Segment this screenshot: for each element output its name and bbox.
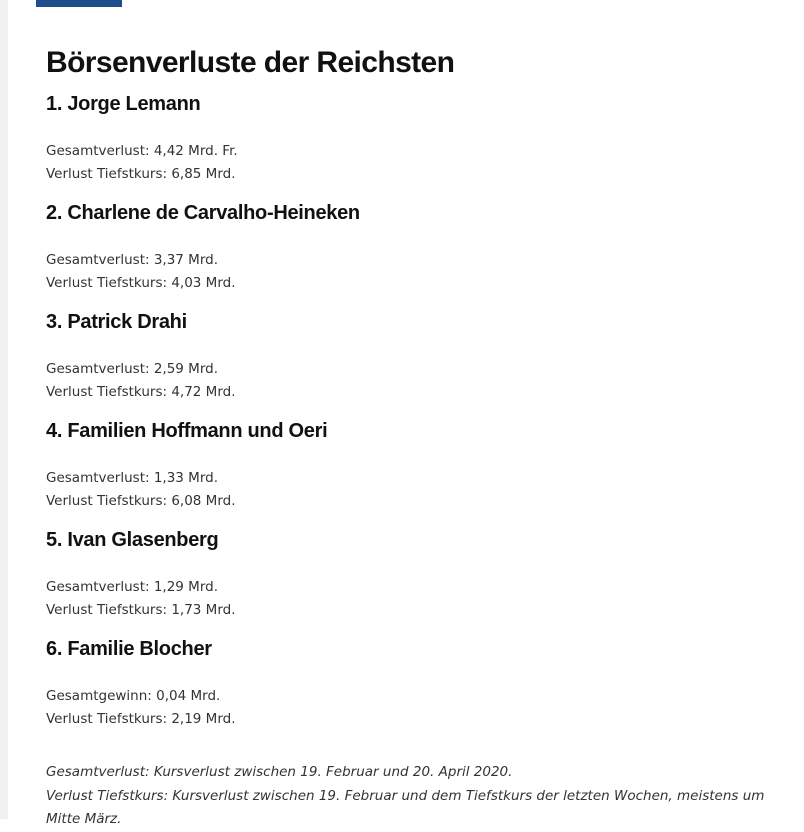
total-loss-text: Gesamtverlust: 1,33 Mrd. [46,470,219,486]
entry-heading: 4. Familien Hoffmann und Oeri [46,420,328,442]
total-loss-text: Gesamtverlust: 1,29 Mrd. [46,579,219,595]
low-point-loss-text: Verlust Tiefstkurs: 6,85 Mrd. [46,166,236,182]
low-point-loss-text: Verlust Tiefstkurs: 6,08 Mrd. [46,493,236,509]
low-point-loss-text: Verlust Tiefstkurs: 1,73 Mrd. [46,602,236,618]
entry-heading: 1. Jorge Lemann [46,93,201,115]
article-content [46,44,798,832]
total-gain-text: Gesamtgewinn: 0,04 Mrd. [46,688,221,704]
ranking-entry-5 [46,526,798,622]
article-title: Börsenverluste der Reichsten [46,46,455,79]
ranking-entry-1 [46,90,798,186]
entry-heading: 2. Charlene de Carvalho-Heineken [46,202,360,224]
footnotes [46,761,798,832]
entry-heading: 5. Ivan Glasenberg [46,529,219,551]
low-point-loss-text: Verlust Tiefstkurs: 2,19 Mrd. [46,711,236,727]
left-border-rule [0,0,8,819]
footnote-low-point-loss: Verlust Tiefstkurs: Kursverlust zwischen 19. Februar und dem Tiefstkurs der letzten Wochen, meistens um Mitte März. [46,787,765,827]
ranking-entry-3 [46,308,798,404]
ranking-entry-4 [46,417,798,513]
entry-heading: 3. Patrick Drahi [46,311,187,333]
low-point-loss-text: Verlust Tiefstkurs: 4,03 Mrd. [46,275,236,291]
ranking-entry-2 [46,199,798,295]
entry-heading: 6. Familie Blocher [46,638,212,660]
section-accent-bar [36,0,122,7]
footnote-total-loss: Gesamtverlust: Kursverlust zwischen 19. Februar und 20. April 2020. [46,764,513,780]
total-loss-text: Gesamtverlust: 3,37 Mrd. [46,252,219,268]
total-loss-text: Gesamtverlust: 2,59 Mrd. [46,361,219,377]
low-point-loss-text: Verlust Tiefstkurs: 4,72 Mrd. [46,384,236,400]
total-loss-text: Gesamtverlust: 4,42 Mrd. Fr. [46,143,238,159]
ranking-entry-6 [46,635,798,731]
